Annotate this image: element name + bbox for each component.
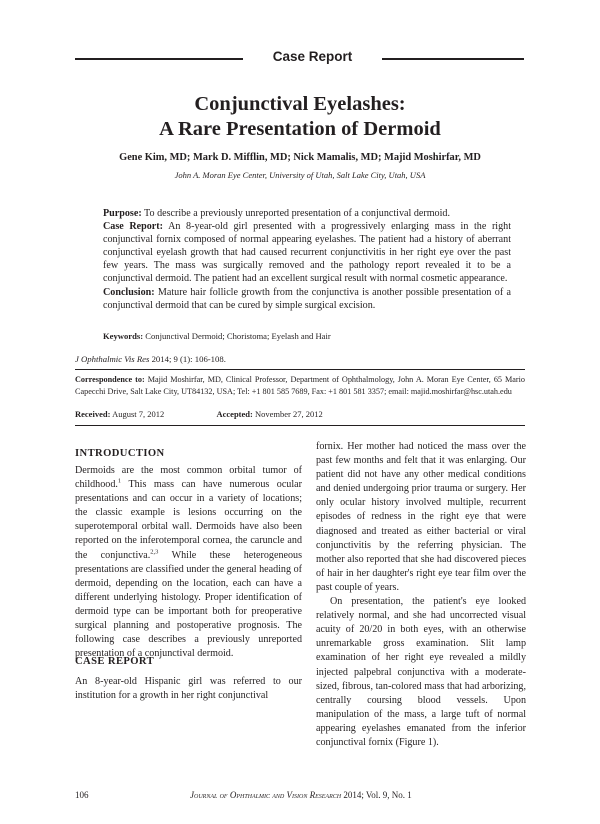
dates	[75, 409, 525, 419]
divider	[75, 369, 525, 370]
intro-text-c: While these heterogeneous presentations are classified under the general heading of dermoid, depending on the location, each can have a different underlying histology. Proper identification of dermoid type can be important both for preoperative surgical planning and postoperative prognosis. The following case describes a previously unreported presentation of a conjunctival dermoid.	[75, 549, 302, 660]
introduction-text	[75, 464, 302, 661]
right-paragraph-1: fornix. Her mother had noticed the mass over the past few months and felt that it was enlarging. Our patient did not have any other medical conditions and denied undergoing prior trauma or surgery. Her only ocular history involved multiple, recurrent episodes of redness in the right eye that were diagnosed and treated as either bacterial or viral conjunctivitis by the referring physician. The mother also reported that she had discovered pieces of hair in her daughter's right eye tear film over the past couple of years.	[316, 441, 526, 593]
section-label: Case Report	[272, 49, 353, 64]
right-column-text	[316, 440, 526, 750]
purpose-text: To describe a previously unreported presentation of a conjunctival dermoid.	[144, 208, 450, 219]
accepted-date: November 27, 2012	[254, 409, 323, 419]
keywords-text: Conjunctival Dermoid; Choristoma; Eyelash and Hair	[145, 331, 331, 341]
abstract-case	[103, 220, 511, 285]
title-line-2: A Rare Presentation of Dermoid	[159, 118, 441, 140]
abstract	[103, 207, 511, 312]
author-list: Gene Kim, MD; Mark D. Mifflin, MD; Nick Mamalis, MD; Majid Moshirfar, MD	[119, 152, 481, 163]
case-report-text	[75, 675, 302, 703]
case-label: Case Report:	[103, 221, 164, 233]
title-line-1: Conjunctival Eyelashes:	[194, 93, 406, 115]
citation-journal: J Ophthalmic Vis Res	[75, 354, 150, 364]
header-rule-right	[382, 58, 524, 60]
affiliation: John A. Moran Eye Center, University of Utah, Salt Lake City, Utah, USA	[174, 170, 426, 180]
citation-ref: 2,3	[150, 548, 159, 556]
correspondence-label: Correspondence to:	[75, 375, 145, 384]
article-title	[60, 92, 540, 142]
intro-text-b: This mass can have numerous ocular presentations and can occur in a variety of locations; the classic example is lesions occurring on the superotemporal orbital wall. Dermoids have also been reported on the inferotemporal cornea, the caruncle and the conjunctiva.	[75, 479, 302, 561]
intro-text-a: Dermoids are the most common orbital tumor of childhood.	[75, 465, 302, 491]
citation-ref: 1	[117, 477, 122, 485]
conclusion-text: Mature hair follicle growth from the conjunctiva is another possible presentation of a conjunctival dermoid that can be cured by simple surgical excision.	[103, 286, 511, 311]
abstract-conclusion	[103, 286, 511, 312]
conclusion-label: Conclusion:	[103, 286, 155, 298]
introduction-heading: INTRODUCTION	[75, 448, 165, 459]
correspondence	[75, 374, 525, 397]
citation	[75, 354, 525, 364]
keywords	[103, 331, 511, 341]
intro-paragraph	[75, 464, 302, 661]
footer-issue: 2014; Vol. 9, No. 1	[341, 790, 412, 800]
page-number: 106	[75, 790, 89, 800]
received-date: August 7, 2012	[112, 409, 165, 419]
abstract-purpose	[103, 207, 511, 220]
correspondence-text: Majid Moshirfar, MD, Clinical Professor, Department of Ophthalmology, John A. Moran Eye Center, 65 Mario Capecchi Drive, Salt Lake City, UT84132, USA; Tel: +1 801 585 7689, Fax: +1 801 581 3357; email: majid.moshirfar@hsc.utah.edu	[75, 375, 526, 396]
divider	[75, 425, 525, 426]
case-text: An 8-year-old girl presented with a progressively enlarging mass in the right conjunctival fornix composed of normal appearing eyelashes. The patient had a history of aberrant conjunctival eyelash growth that had caused recurrent conjunctivitis in her right eye over the past few years. The mass was surgically removed and the pathology report revealed it to be a conjunctival dermoid. The patient had an excellent surgical result with normal cosmetic appearance.	[103, 221, 512, 285]
received-label: Received:	[75, 409, 111, 419]
keywords-label: Keywords:	[103, 331, 144, 341]
accepted-label: Accepted:	[216, 409, 253, 419]
right-paragraph-2: On presentation, the patient's eye looked relatively normal, and she had uncorrected visual acuity of 20/20 in both eyes, with an otherwise unremarkable gross examination. Slit lamp examination of her right eye revealed a mildly injected palpebral conjunctiva with a moderate-sized, fibrous, tan-colored mass that had arborizing, centrally coursing blood vessels. Upon manipulation of the mass, a large tuft of normal appearing eyelashes emanated from the inferior conjunctival fornix (Figure 1).	[316, 596, 526, 748]
footer-journal-name: Journal of Ophthalmic and Vision Research	[190, 790, 342, 800]
footer-journal	[190, 790, 525, 800]
citation-detail: 2014; 9 (1): 106-108.	[151, 354, 226, 364]
header-rule-left	[75, 58, 243, 60]
case-paragraph: An 8-year-old Hispanic girl was referred to our institution for a growth in her right conjunctival	[75, 676, 302, 702]
case-report-heading: CASE REPORT	[75, 656, 155, 667]
purpose-label: Purpose:	[103, 208, 142, 219]
